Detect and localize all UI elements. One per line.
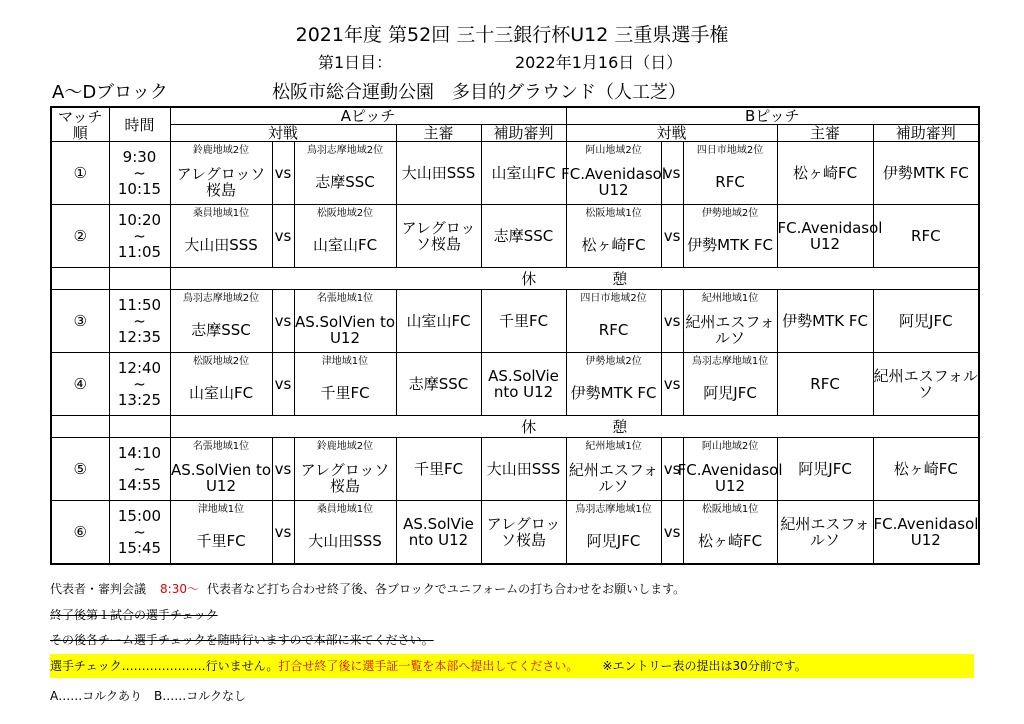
team-name: アレグロッソ桜島 — [176, 165, 266, 199]
event-date: 2022年1月16日（日） — [515, 53, 683, 72]
break-char: 休 — [521, 417, 537, 436]
assistant-referee-cell: アレグロッソ桜島 — [481, 501, 566, 565]
assistant-referee-cell: 志摩SSC — [481, 205, 566, 268]
team-region-label: 松阪地域2位 — [192, 356, 250, 367]
match-row — [51, 205, 979, 268]
page-title: 2021年度 第52回 三十三銀行杯U12 三重県選手権 — [295, 24, 729, 46]
team-region-label: 松阪地域1位 — [701, 504, 759, 515]
day-label: 第1日目： — [318, 53, 393, 72]
end-time: 11:05 — [117, 243, 162, 261]
match-number: ② — [51, 205, 109, 268]
match-number: ① — [51, 142, 109, 205]
header-match-no: マッチ順 — [51, 107, 109, 142]
referee-cell: FC.Avenidasol U12 — [777, 205, 873, 268]
time-separator: ~ — [133, 523, 146, 541]
team-region-label: 桑員地域1位 — [192, 208, 250, 219]
team-name: 阿児JFC — [703, 384, 757, 402]
header-row-2 — [51, 125, 979, 142]
team-region-label: 鈴鹿地域2位 — [192, 145, 250, 156]
team-cell — [170, 290, 272, 353]
referee-cell: アレグロッソ桜島 — [396, 205, 481, 268]
match-row — [51, 142, 979, 205]
header-row-1 — [51, 107, 979, 125]
team-region-label: 津地域1位 — [197, 504, 245, 515]
match-number: ④ — [51, 353, 109, 416]
team-name: AS.SolVien to U12 — [294, 313, 396, 347]
team-name: 伊勢MTK FC — [570, 384, 657, 402]
assistant-referee-cell: 大山田SSS — [481, 438, 566, 501]
struck-note-1: 終了後第１試合の選手チェック — [50, 608, 218, 622]
block-label: A～Dブロック — [52, 82, 168, 103]
referee-cell: AS.SolVie nto U12 — [396, 501, 481, 565]
team-cell — [566, 501, 661, 565]
header-b-assistant: 補助審判 — [873, 125, 979, 142]
team-region-label: 阿山地域2位 — [585, 145, 642, 156]
team-region-label: 阿山地域2位 — [701, 441, 759, 452]
cork-note: A……コルクあり B……コルクなし — [50, 689, 246, 703]
start-time: 12:40 — [117, 359, 162, 377]
end-time: 14:55 — [117, 476, 162, 494]
entry-note: ※エントリー表の提出は30分前です。 — [602, 659, 807, 673]
time-separator: ~ — [133, 164, 146, 182]
header-a-assistant: 補助審判 — [481, 125, 566, 142]
team-region-label: 伊勢地域2位 — [585, 356, 642, 367]
assistant-referee-cell: FC.Avenidasol U12 — [873, 501, 979, 565]
team-name: FC.Avenidasol U12 — [561, 165, 666, 199]
match-number: ⑤ — [51, 438, 109, 501]
time-separator: ~ — [133, 460, 146, 478]
match-row — [51, 501, 979, 565]
team-cell — [683, 205, 777, 268]
end-time: 13:25 — [117, 391, 162, 409]
assistant-referee-cell: 山室山FC — [481, 142, 566, 205]
team-region-label: 桑員地域1位 — [316, 504, 374, 515]
start-time: 10:20 — [117, 211, 162, 229]
assistant-referee-cell: 松ヶ崎FC — [873, 438, 979, 501]
team-region-label: 松阪地域2位 — [316, 208, 374, 219]
start-time: 15:00 — [117, 507, 162, 525]
match-time — [109, 290, 170, 353]
team-cell — [170, 353, 272, 416]
team-name: 大山田SSS — [308, 532, 382, 550]
match-time — [109, 142, 170, 205]
team-cell — [294, 353, 396, 416]
team-cell — [566, 205, 661, 268]
team-cell — [566, 353, 661, 416]
referee-cell: 志摩SSC — [396, 353, 481, 416]
start-time: 11:50 — [117, 296, 162, 314]
meeting-label: 代表者・審判会議 — [50, 582, 147, 596]
vs-label: vs — [661, 438, 683, 501]
team-region-label: 鈴鹿地域2位 — [316, 441, 374, 452]
vs-label: vs — [272, 205, 294, 268]
vs-label: vs — [661, 353, 683, 416]
team-cell — [683, 142, 777, 205]
team-name: 阿児JFC — [586, 532, 641, 550]
team-cell — [294, 438, 396, 501]
team-cell — [170, 142, 272, 205]
assistant-referee-cell: 千里FC — [481, 290, 566, 353]
team-name: アレグロッソ桜島 — [300, 461, 390, 495]
assistant-referee-cell: RFC — [873, 205, 979, 268]
header-a-taisen: 対戦 — [170, 125, 396, 142]
vs-label: vs — [272, 501, 294, 565]
vs-label: vs — [272, 353, 294, 416]
header-pitch-a: Aピッチ — [170, 107, 566, 125]
team-name: 紀州エスフォルソ — [685, 313, 775, 347]
team-region-label: 伊勢地域2位 — [701, 208, 759, 219]
meeting-time: 8:30～ — [160, 582, 199, 596]
time-separator: ~ — [133, 227, 146, 245]
team-name: 大山田SSS — [184, 236, 258, 254]
team-region-label: 四日市地域2位 — [696, 145, 764, 156]
referee-cell: 大山田SSS — [396, 142, 481, 205]
assistant-referee-cell: 伊勢MTK FC — [873, 142, 979, 205]
referee-cell: 伊勢MTK FC — [777, 290, 873, 353]
match-time — [109, 353, 170, 416]
team-cell — [170, 501, 272, 565]
team-name: 伊勢MTK FC — [687, 236, 773, 254]
team-name: 山室山FC — [312, 236, 378, 254]
referee-cell: 松ヶ崎FC — [777, 142, 873, 205]
break-row — [51, 416, 979, 438]
player-check-note — [50, 654, 974, 678]
referee-cell: RFC — [777, 353, 873, 416]
vs-label: vs — [661, 501, 683, 565]
header-b-taisen: 対戦 — [566, 125, 777, 142]
team-cell — [566, 438, 661, 501]
schedule-table — [50, 106, 980, 565]
team-region-label: 鳥羽志摩地域1位 — [575, 504, 652, 515]
break-char: 憩 — [612, 417, 628, 436]
team-region-label: 松阪地域1位 — [585, 208, 642, 219]
referee-cell: 阿児JFC — [777, 438, 873, 501]
team-region-label: 鳥羽志摩地域2位 — [306, 145, 384, 156]
team-cell — [294, 290, 396, 353]
assistant-referee-cell: 紀州エスフォルソ — [873, 353, 979, 416]
team-name: 志摩SSC — [315, 173, 375, 191]
match-row — [51, 290, 979, 353]
team-name: 志摩SSC — [191, 321, 251, 339]
team-cell — [561, 142, 666, 205]
team-cell — [170, 438, 272, 501]
meeting-text: 代表者など打ち合わせ終了後、各ブロックでユニフォームの打ち合わせをお願いします。 — [206, 582, 686, 596]
team-region-label: 鳥羽志摩地域1位 — [691, 356, 769, 367]
vs-label: vs — [661, 142, 683, 205]
team-region-label: 名張地域1位 — [316, 293, 374, 304]
team-cell — [683, 501, 777, 565]
team-name: 千里FC — [196, 532, 246, 550]
struck-note-2: その後各チーム選手チェックを随時行いますので本部に来てください。 — [50, 633, 434, 647]
break-char: 休 — [521, 269, 537, 288]
start-time: 14:10 — [117, 444, 162, 462]
team-name: 山室山FC — [188, 384, 254, 402]
team-name: 松ヶ崎FC — [581, 236, 646, 254]
assistant-referee-cell: 阿児JFC — [873, 290, 979, 353]
break-row — [51, 268, 979, 290]
team-cell — [170, 205, 272, 268]
match-time — [109, 205, 170, 268]
header-pitch-b: Bピッチ — [566, 107, 979, 125]
team-cell — [566, 290, 661, 353]
team-cell — [294, 205, 396, 268]
team-name: 千里FC — [320, 384, 370, 402]
match-number: ⑥ — [51, 501, 109, 565]
vs-label: vs — [661, 290, 683, 353]
team-name: 松ヶ崎FC — [697, 532, 763, 550]
referee-cell: 千里FC — [396, 438, 481, 501]
end-time: 15:45 — [117, 539, 162, 557]
end-time: 10:15 — [117, 180, 162, 198]
vs-label: vs — [661, 205, 683, 268]
match-time — [109, 438, 170, 501]
assistant-referee-cell: AS.SolVie nto U12 — [481, 353, 566, 416]
team-region-label: 津地域1位 — [321, 356, 369, 367]
team-cell — [683, 290, 777, 353]
time-separator: ~ — [133, 312, 146, 330]
match-row — [51, 353, 979, 416]
team-cell — [294, 501, 396, 565]
match-number: ③ — [51, 290, 109, 353]
team-cell — [683, 353, 777, 416]
team-name: 紀州エスフォルソ — [568, 461, 659, 495]
break-char: 憩 — [612, 269, 628, 288]
match-row — [51, 438, 979, 501]
team-cell — [677, 438, 783, 501]
header-time: 時間 — [109, 107, 170, 142]
referee-cell: 山室山FC — [396, 290, 481, 353]
player-check-label: 選手チェック…………………行いません。 — [50, 659, 279, 673]
team-cell — [294, 142, 396, 205]
vs-label: vs — [272, 438, 294, 501]
team-name: RFC — [715, 173, 745, 191]
team-name: RFC — [598, 321, 629, 339]
team-region-label: 紀州地域1位 — [701, 293, 759, 304]
match-time — [109, 501, 170, 565]
vs-label: vs — [272, 290, 294, 353]
player-check-instruction: 打合せ終了後に選手証一覧を本部へ提出してください。 — [278, 659, 579, 673]
team-name: FC.Avenidasol U12 — [677, 461, 783, 495]
header-b-referee: 主審 — [777, 125, 873, 142]
team-name: AS.SolVien to U12 — [170, 461, 272, 495]
team-region-label: 鳥羽志摩地域2位 — [182, 293, 260, 304]
venue-label: 松阪市総合運動公園 多目的グラウンド（人工芝） — [272, 82, 686, 103]
header-a-referee: 主審 — [396, 125, 481, 142]
team-region-label: 四日市地域2位 — [580, 293, 647, 304]
time-separator: ~ — [133, 375, 146, 393]
team-region-label: 紀州地域1位 — [585, 441, 642, 452]
end-time: 12:35 — [117, 328, 162, 346]
team-region-label: 名張地域1位 — [192, 441, 250, 452]
start-time: 9:30 — [122, 148, 157, 166]
vs-label: vs — [272, 142, 294, 205]
meeting-note — [50, 580, 685, 597]
referee-cell: 紀州エスフォルソ — [777, 501, 873, 565]
